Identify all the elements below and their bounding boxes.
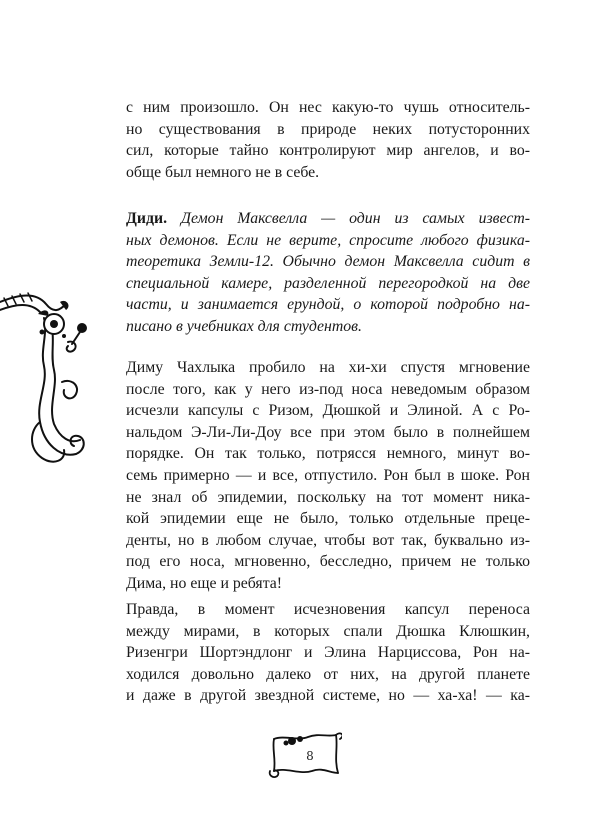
paragraph-3 [126,357,530,595]
text-line: обще был немного не в себе. [126,163,320,181]
text-line: Ризенгри Шортэндлонг и Элина Нарциссова, Рон на- [126,644,530,662]
text-line: с ним произошло. Он нес какую-то чушь относитель- [126,99,530,116]
text-line: под его носа, мгновенно, бесследно, причем не только [126,553,530,571]
text-line: специальной камере, разделенной перегородкой на две [126,274,530,292]
text-line: не знал об эпидемии, поскольку на тот момент ника- [126,488,530,506]
text-line: денты, но в любом случае, чтобы вот так, буквально из- [126,531,530,549]
term-label: Диди. [126,210,168,227]
text-line: между мирами, в которых спали Дюшка Клюшкин, [126,622,530,640]
text-line: порядке. Он так только, потрясся немного, минут во- [126,445,530,463]
text-line: семь примерно — и все, отпустило. Рон был в шоке. Рон [126,466,530,484]
text-line: части, и занимается ерундой, о которой подробно на- [126,296,530,314]
text-line: сил, которые тайно контролируют мир ангелов, и во- [126,142,530,160]
text-line [126,208,530,230]
text-line: теоретика Земли-12. Обычно демон Максвелла сидит в [126,253,530,271]
text-line: и даже в другой звездной системе, но — ха-ха! — ка- [126,687,530,705]
paragraph-4 [126,599,530,707]
term-definition-start: Демон Максвелла — один из самых извест- [167,210,530,227]
text-line: но существования в природе неких потусторонних [126,120,530,138]
creature-ornament-icon [0,262,92,476]
paragraph-1 [126,97,530,183]
text-line: писано в учебниках для студентов. [126,317,362,335]
text-line: Правда, в момент исчезновения капсул переноса [126,601,530,618]
page-number: 8 [306,749,314,763]
text-line: ных демонов. Если не верите, спросите любого физика- [126,231,530,249]
text-line: ходился довольно далеко от них, на другой планете [126,665,530,683]
text-line: после того, как у него из-под носа неведомым образом [126,380,530,398]
text-line: кой эпидемии еще не было, только отдельные преце- [126,510,530,528]
paragraph-2-footnote [126,208,530,338]
text-line: Диму Чахлыка пробило на хи-хи спустя мгновение [126,359,530,376]
text-line: нальдом Э-Ли-Ли-Доу все при этом было в полнейшем [126,423,530,441]
text-line: Дима, но еще и ребята! [126,574,283,592]
text-line: исчезли капсулы с Ризом, Дюшкой и Элиной. А с Ро- [126,402,530,420]
